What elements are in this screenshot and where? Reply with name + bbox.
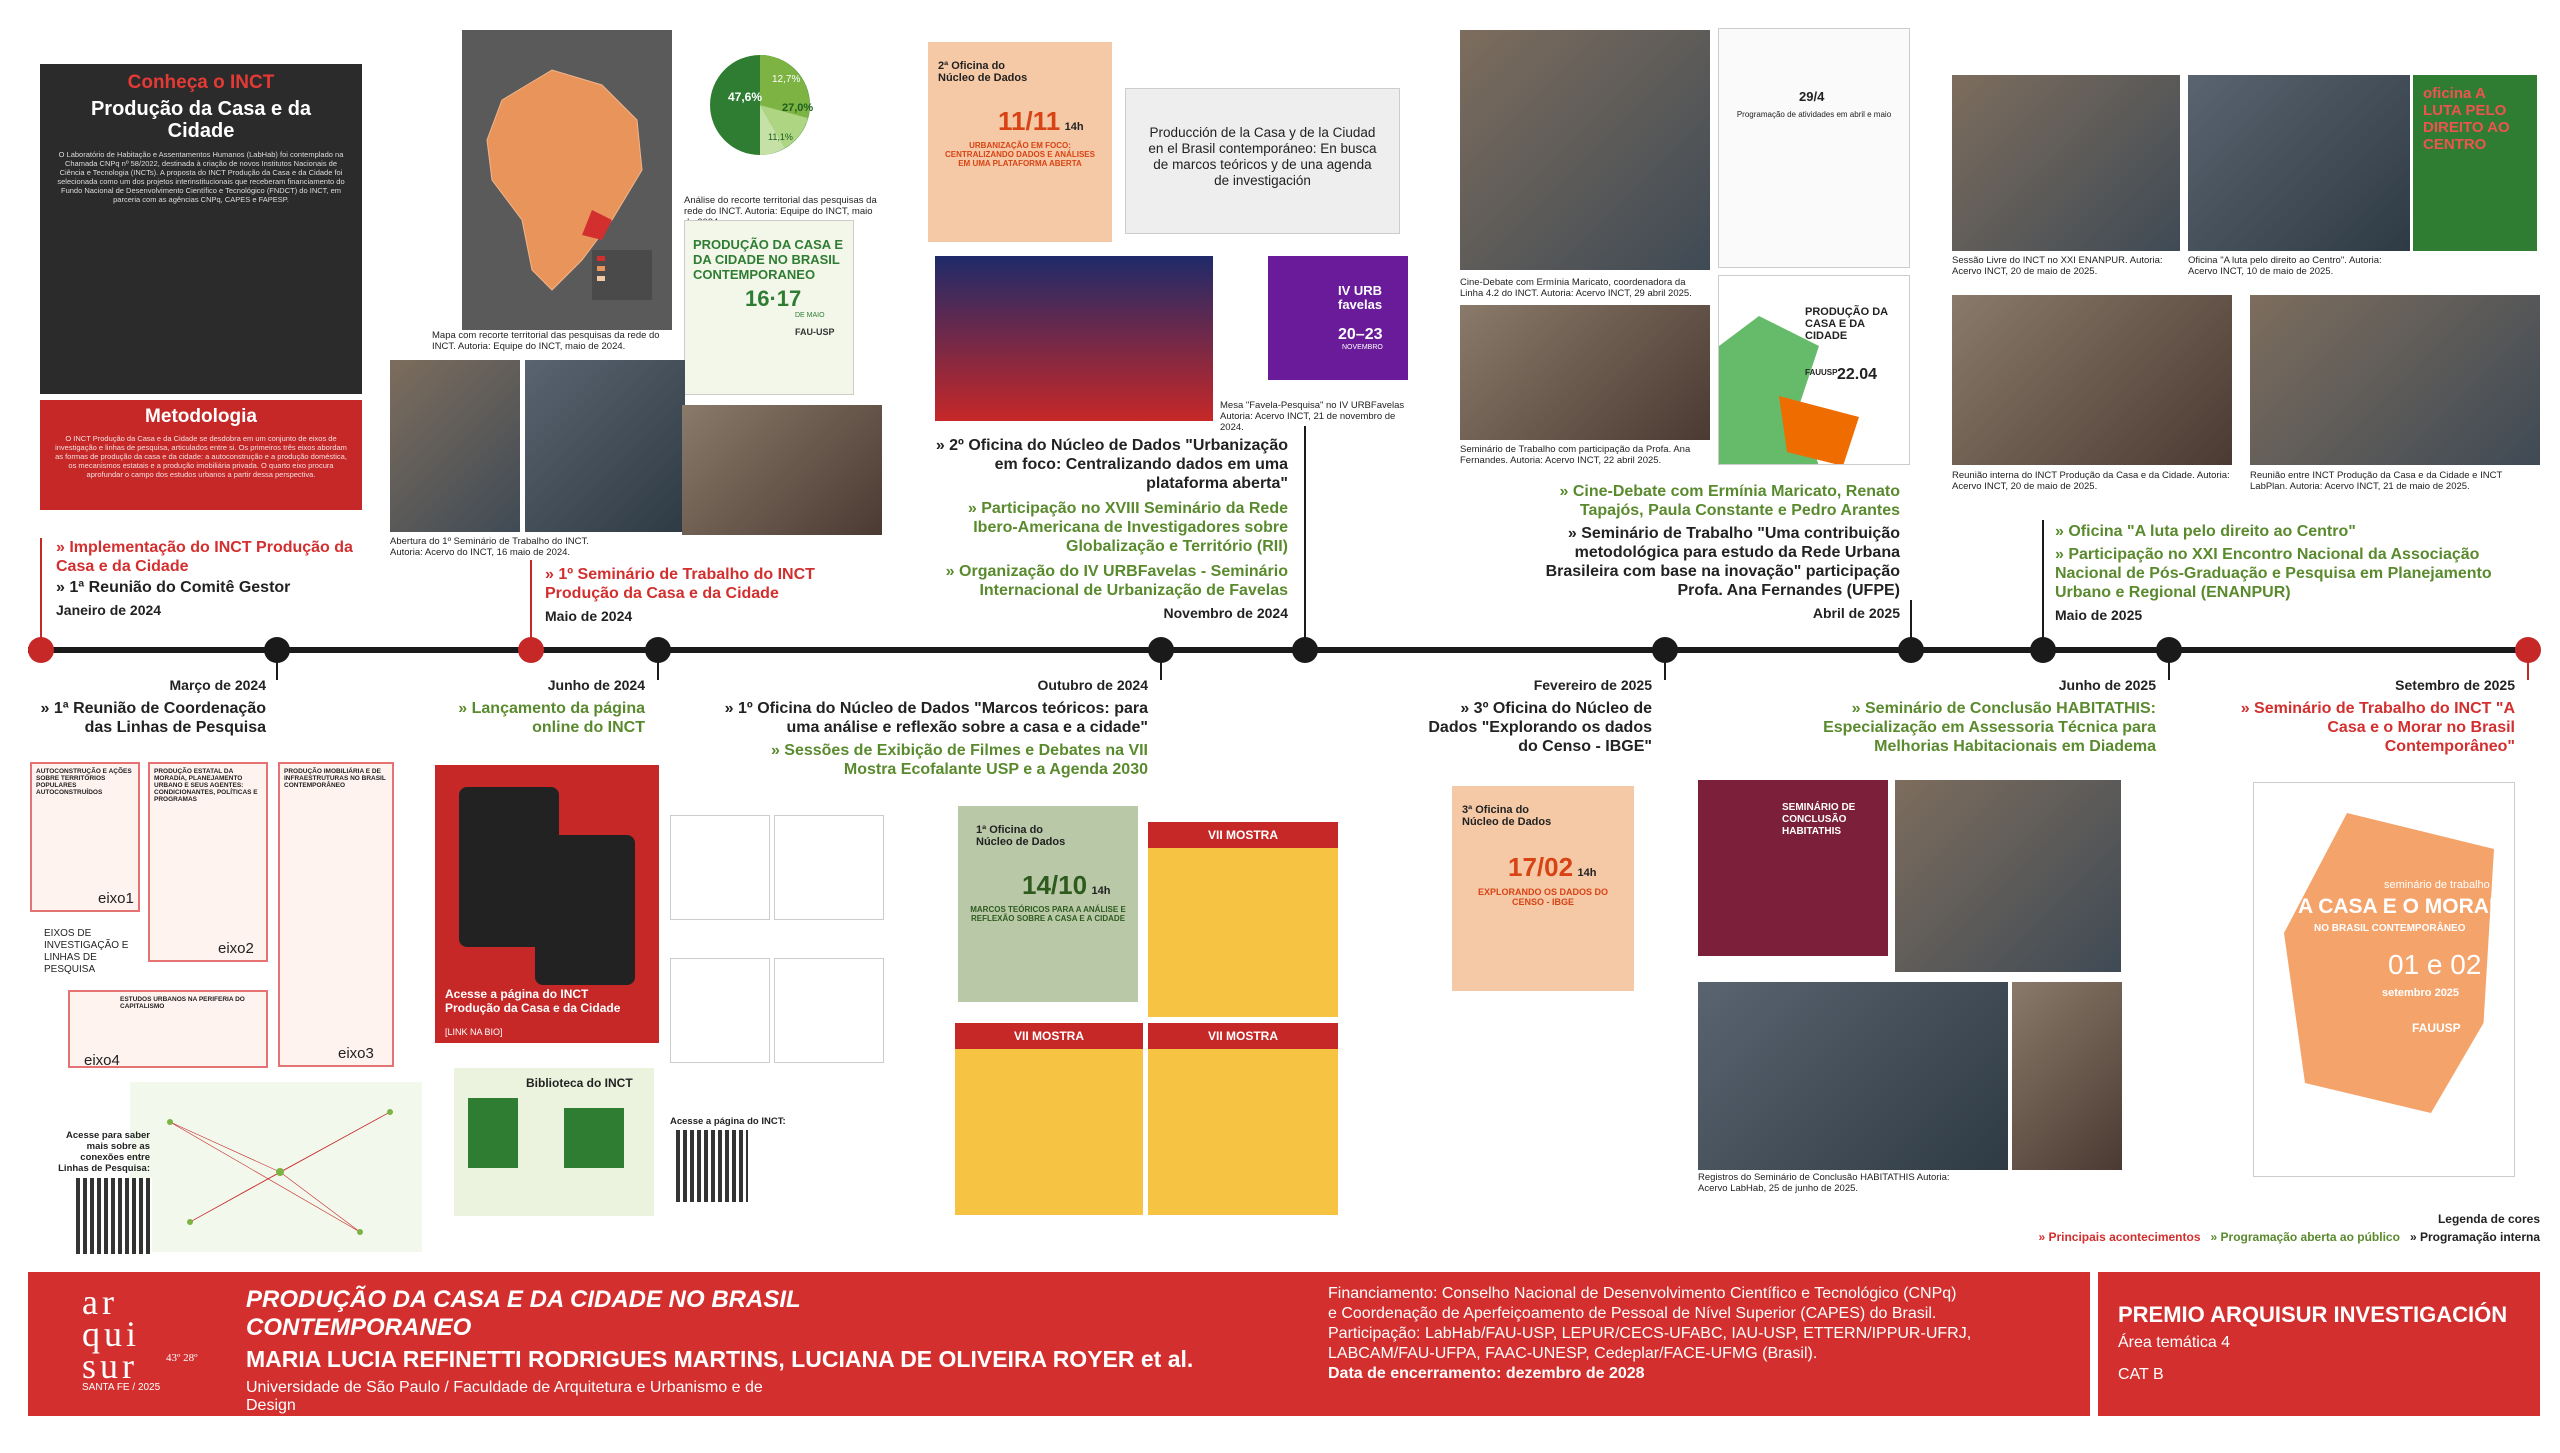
poster1-title: PRODUÇÃO DA CASA E DA CIDADE NO BRASIL CONTEMPORANEO: [693, 237, 843, 282]
prize-cat: CAT B: [2118, 1366, 2164, 1383]
poster4-title: IV URB favelas: [1338, 283, 1383, 312]
poster-oficina-1: [958, 806, 1138, 1002]
poster-rii: [1125, 88, 1400, 234]
poster-cine: [1718, 28, 1910, 268]
mostra-thumb-4: [774, 958, 884, 1063]
poster9-sub: NO BRASIL CONTEMPORÂNEO: [2314, 923, 2466, 934]
method-title: Metodologia: [145, 406, 257, 427]
legend: [1900, 1212, 2540, 1244]
map-shape: [462, 30, 672, 330]
mostra1-title: VII MOSTRA: [1148, 822, 1338, 848]
photo-habitathis-2: [1698, 982, 2008, 1170]
inct-web-link[interactable]: [LINK NA BIO]: [445, 1027, 503, 1037]
event-jun-2025: Junho de 2025 » Seminário de Conclusão HABITATHIS: Especialização em Assessoria Técnica para Melhorias Habitacionais em Diadema: [1823, 677, 2156, 755]
poster6-date: 17/02: [1508, 852, 1574, 882]
event-sep-2025: Setembro de 2025 » Seminário de Trabalho do INCT "A Casa e o Morar no Brasil Contemporâneo": [2240, 677, 2515, 755]
poster-oficina-2: [928, 42, 1112, 242]
event-apr-2025: » Cine-Debate com Ermínia Maricato, Renato Tapajós, Paula Constante e Pedro Arantes » Seminário de Trabalho "Uma contribuição metodológica para estudo da Rede Urbana Brasileira com base na inovação" participação Profa. Ana Fernandes (UFPE) Abril de 2025: [1545, 483, 1900, 621]
intro-title: Conheça o INCT: [127, 72, 275, 93]
legend-public: » Programação aberta ao público: [2210, 1230, 2400, 1244]
eixo3-box: PRODUÇÃO IMOBILIÁRIA E DE INFRAESTRUTURAS NO BRASIL CONTEMPORÂNEO: [278, 762, 394, 1067]
poster4-date: 20–23: [1338, 326, 1383, 343]
linhas-qr[interactable]: [76, 1178, 152, 1254]
legend-title: Legenda de cores: [2437, 1212, 2540, 1226]
poster-mostra-2: [955, 1023, 1143, 1215]
event-jan-2024: » Implementação do INCT Produção da Casa e da Cidade » 1ª Reunião do Comitê Gestor Janeiro de 2024: [56, 539, 353, 618]
poster-seminar-may: [684, 220, 854, 395]
poster5-date: 14/10: [1022, 870, 1088, 900]
poster-urbfavelas: [1268, 256, 1408, 380]
linhas-qr-caption: Acesse para saber mais sobre as conexões entre Linhas de Pesquisa:: [58, 1130, 150, 1174]
photo-habitathis-3: [2012, 982, 2122, 1170]
arquisur-logo: ar qui sur 43º 28º SANTA FE / 2025: [82, 1282, 198, 1393]
inct-qr-caption: Acesse a página do INCT:: [670, 1116, 786, 1127]
pie-caption: Análise do recorte territorial das pesquisas da rede do INCT. Autoria: Equipe do INCT, maio: [684, 195, 877, 217]
poster5-time: 14h: [1091, 885, 1111, 897]
footer-part1: Participação: LabHab/FAU-USP, LEPUR/CECS-UFABC, IAU-USP, ETTERN/IPPUR-UFRJ,: [1328, 1325, 1972, 1342]
footer-fund2: e Coordenação de Aperfeiçoamento de Pessoal de Nível Superior (CAPES) do Brasil.: [1328, 1305, 1937, 1322]
pie-v1: 47,6%: [728, 90, 763, 104]
poster1-place: FAU-USP: [795, 327, 835, 337]
poster-seminario-apr: [1718, 275, 1910, 465]
photo-urbfavelas: [935, 256, 1213, 421]
oficina-poster-title: oficina A LUTA PELO DIREITO AO CENTRO: [2423, 85, 2510, 153]
seminario-caption: Seminário de Trabalho com participação da Profa. Ana Fernandes. Autoria: Acervo INCT, 22 abril 2025.: [1460, 444, 1691, 466]
photo-seminario-apr: [1460, 305, 1710, 440]
footer-inst: Universidade de São Paulo / Faculdade de Arquitetura e Urbanismo e de Design: [246, 1379, 763, 1414]
poster9-top: seminário de trabalho: [2384, 879, 2490, 891]
poster9-place: FAUUSP: [2412, 1021, 2461, 1035]
mostra2-title: VII MOSTRA: [955, 1023, 1143, 1049]
inct-qr[interactable]: [676, 1130, 748, 1202]
sessao-caption: Sessão Livre do INCT no XXI ENANPUR. Autoria: Acervo INCT, 20 de maio de 2025.: [1952, 255, 2163, 277]
prize-title: PREMIO ARQUISUR INVESTIGACIÓN: [2118, 1302, 2508, 1327]
habitathis-caption: Registros do Seminário de Conclusão HABITATHIS Autoria: Acervo LabHab, 25 de junho de 2025.: [1698, 1172, 1950, 1194]
footer-fund1: Financiamento: Conselho Nacional de Desenvolvimento Científico e Tecnológico (CNPq): [1328, 1285, 1957, 1302]
poster7-title: PRODUÇÃO DA CASA E DA CIDADE: [1805, 306, 1888, 342]
poster6-title: 3ª Oficina do Núcleo de Dados: [1462, 804, 1552, 828]
cine-date: 29/4: [1799, 89, 1825, 104]
poster-biblioteca: [454, 1068, 654, 1216]
event-mar-2024: Março de 2024 » 1ª Reunião de Coordenação das Linhas de Pesquisa: [40, 677, 266, 736]
intro-body: O Laboratório de Habitação e Assentamentos Humanos (LabHab) foi contemplado na Chamada CNPq nº 58/2022, destinada à criação de novos Institutos Nacionais de Ciência e Tecnologia (INCTs). A proposta do INCT Produção da Casa e da Cidade foi selecionada como um dos projetos interinstitucionais que receberam financiamento do Fundo Nacional de Desenvolvimento Científico e Tecnológico (FNDCT) do INCT, em parceria com as agências CNPq, CAPES e FAPESP.: [57, 150, 345, 204]
footer-contact: inct-casaecidade@usp.br / Rua do Lago, 876 – São Paulo – SP – Brasil / +55 11 3091 4795.: [246, 1417, 797, 1452]
footer-end: Data de encerramento: dezembro de 2028: [1328, 1365, 1645, 1382]
poster8-title: SEMINÁRIO DE CONCLUSÃO HABITATHIS: [1782, 802, 1856, 837]
pie-v2: 27,0%: [782, 102, 814, 114]
eixo1-box: AUTOCONSTRUÇÃO E AÇÕES SOBRE TERRITÓRIOS POPULARES AUTOCONSTRUÍDOS: [30, 762, 140, 912]
abertura-caption: Abertura do 1º Seminário de Trabalho do INCT. Autoria: Acervo do INCT, 16 maio de 2024.: [390, 536, 589, 558]
poster-seminario-set: [2253, 782, 2515, 1177]
photo-cine: [1460, 30, 1710, 270]
poster7-place: FAUUSP: [1805, 368, 1838, 377]
footer-prize: [2098, 1272, 2540, 1416]
eixo2-box: PRODUÇÃO ESTATAL DA MORADIA, PLANEJAMENTO URBANO E SEUS AGENTES: CONDICIONANTES, POLÍTICAS E PROGRAMAS: [148, 762, 268, 962]
map-caption: Mapa com recorte territorial das pesquisas da rede do INCT. Autoria: Equipe do INCT, maio de 2024.: [432, 330, 660, 352]
pie-chart: [690, 30, 850, 180]
poster1-date: 16·17: [745, 286, 802, 311]
eixo3-tag: eixo3: [338, 1045, 374, 1062]
reuniao2-caption: Reunião entre INCT Produção da Casa e da Cidade e INCT LabPlan. Autoria: Acervo INCT, 21 de maio de 2025.: [2250, 470, 2503, 492]
mesa-caption: Mesa "Favela-Pesquisa" no IV URBFavelas Autoria: Acervo INCT, 21 de novembro de 2024.: [1220, 400, 1405, 433]
method-body: O INCT Produção da Casa e da Cidade se desdobra em um conjunto de eixos de investigação e linhas de pesquisa, articulados entre si. Os primeiros três eixos abordam as formas de produção da casa e da cidade: a autoconstrução e a produção doméstica, os mecanismos estatais e a produção imobiliária privada. O quarto eixo procura aprofundar o campo dos estudos urbanos a partir dessa perspectiva.: [55, 434, 347, 479]
poster6-time: 14h: [1577, 867, 1597, 879]
event-oct-2024: Outubro de 2024 » 1º Oficina do Núcleo de Dados "Marcos teóricos: para uma análise e reflexão sobre a casa e a cidade" » Sessões de Exibição de Filmes e Debates na VII Mostra Ecofalante USP e a Agenda 2030: [724, 677, 1148, 778]
poster2-time: 14h: [1064, 121, 1084, 133]
eixo2-tag: eixo2: [218, 940, 254, 957]
footer-part2: LABCAM/FAU-UFPA, FAAC-UNESP, Cedeplar/FACE-UFMG (Brasil).: [1328, 1345, 1818, 1362]
poster9-month: setembro 2025: [2382, 987, 2460, 999]
intro-panel: [40, 64, 362, 394]
mostra-thumb-3: [670, 958, 770, 1063]
legend-main: » Principais acontecimentos: [2038, 1230, 2201, 1244]
photo-abertura: [390, 360, 520, 532]
poster6-sub: EXPLORANDO OS DADOS DO CENSO - IBGE: [1477, 887, 1608, 907]
eixo4-box: ESTUDOS URBANOS NA PERIFERIA DO CAPITALISMO: [68, 990, 268, 1068]
poster-mostra-3: [1148, 1023, 1338, 1215]
photo-seminario-may: [525, 360, 685, 532]
event-feb-2025: Fevereiro de 2025 » 3º Oficina do Núcleo de Dados "Explorando os dados do Censo - IBGE": [1428, 677, 1652, 755]
poster-mostra-1: [1148, 822, 1338, 1017]
mostra-thumb-1: [670, 815, 770, 920]
eixo4-tag: eixo4: [84, 1052, 120, 1069]
poster3-title: Producción de la Casa y de la Ciudad en el Brasil contemporáneo: En busca de marcos teóricos y de una agenda de investigación: [1148, 125, 1377, 188]
legend-internal: » Programação interna: [2409, 1230, 2540, 1244]
poster-inct-web[interactable]: [435, 765, 659, 1043]
footer-title: PRODUÇÃO DA CASA E DA CIDADE NO BRASIL CONTEMPORANEO: [246, 1286, 801, 1341]
event-may-2025: » Oficina "A luta pelo direito ao Centro" » Participação no XXI Encontro Nacional da Associação Nacional de Pós-Graduação e Pesquisa em Planejamento Urbano e Regional (ENANPUR) Maio de 2025: [2055, 523, 2492, 623]
brazil-map: [462, 30, 672, 330]
eixo1-tag: eixo1: [98, 890, 134, 907]
mostra-thumb-2: [774, 815, 884, 920]
poster9-date: 01 e 02: [2388, 949, 2482, 980]
intro-subtitle: Produção da Casa e da Cidade: [90, 98, 312, 142]
cine-caption: Cine-Debate com Ermínia Maricato, coordenadora da Linha 4.2 do INCT. Autoria: Acervo INCT, 29 abril 2025.: [1460, 277, 1692, 299]
prize-area: Área temática 4: [2118, 1334, 2231, 1351]
method-panel: [40, 400, 362, 510]
footer-authors: MARIA LUCIA REFINETTI RODRIGUES MARTINS, LUCIANA DE OLIVEIRA ROYER et al.: [246, 1346, 1194, 1372]
photo-reuniao-2: [2250, 295, 2540, 465]
network-graph: [130, 1082, 422, 1252]
biblioteca-title: Biblioteca do INCT: [526, 1076, 633, 1090]
photo-reuniao-1: [1952, 295, 2232, 465]
poster2-title: 2ª Oficina do Núcleo de Dados: [938, 60, 1028, 84]
poster-habitathis: [1698, 780, 1888, 956]
eixos-diagram: [28, 760, 398, 1070]
poster7-date: 22.04: [1837, 366, 1878, 383]
photo-seminario-may-2: [682, 405, 882, 535]
poster-oficina-centro: [2413, 75, 2537, 251]
poster1-sub: DE MAIO: [795, 312, 825, 319]
photo-habitathis-1: [1895, 780, 2121, 972]
eixos-label: EIXOS DE INVESTIGAÇÃO E LINHAS DE PESQUISA: [44, 928, 129, 975]
oficina-caption: Oficina "A luta pelo direito ao Centro". Autoria: Acervo INCT, 10 de maio de 2025.: [2188, 255, 2382, 277]
poster9-title: A CASA E O MORAR: [2298, 895, 2505, 918]
poster5-sub: MARCOS TEÓRICOS PARA A ANÁLISE E REFLEXÃO SOBRE A CASA E A CIDADE: [970, 905, 1126, 923]
cine-title: Programação de atividades em abril e maio: [1736, 110, 1892, 119]
event-jun-2024: Junho de 2024 » Lançamento da página online do INCT: [458, 677, 645, 736]
mostra3-title: VII MOSTRA: [1148, 1023, 1338, 1049]
poster2-date: 11/11: [998, 106, 1061, 136]
pie-v4: 11,1%: [768, 132, 793, 142]
reuniao1-caption: Reunião interna do INCT Produção da Casa e da Cidade. Autoria: Acervo INCT, 20 de maio de 2025.: [1952, 470, 2230, 492]
network-svg: [130, 1082, 422, 1252]
poster-oficina-3: [1452, 786, 1634, 991]
pie-svg: [690, 30, 850, 180]
pie-v3: 12,7%: [772, 74, 801, 85]
footer: [28, 1272, 2090, 1452]
poster2-sub: URBANIZAÇÃO EM FOCO: CENTRALIZANDO DADOS E ANÁLISES EM UMA PLATAFORMA ABERTA: [945, 141, 1095, 168]
poster4-month: NOVEMBRO: [1342, 344, 1383, 351]
poster5-title: 1ª Oficina do Núcleo de Dados: [976, 824, 1066, 848]
inct-web-title: Acesse a página do INCT Produção da Casa e da Cidade: [445, 987, 621, 1015]
photo-oficina-centro: [2188, 75, 2410, 251]
event-may-2024: » 1º Seminário de Trabalho do INCT Produção da Casa e da Cidade Maio de 2024: [545, 566, 815, 624]
event-nov-2024: » 2º Oficina do Núcleo de Dados "Urbanização em foco: Centralizando dados em uma plataforma aberta" » Participação no XVIII Seminário da Rede Ibero-Americana de Investigadores sobre Globalização e Território (RII) » Organização do IV URBFavelas - Seminário Internacional de Urbanização de Favelas Novembro de 2024: [935, 437, 1288, 621]
photo-sessao: [1952, 75, 2180, 251]
